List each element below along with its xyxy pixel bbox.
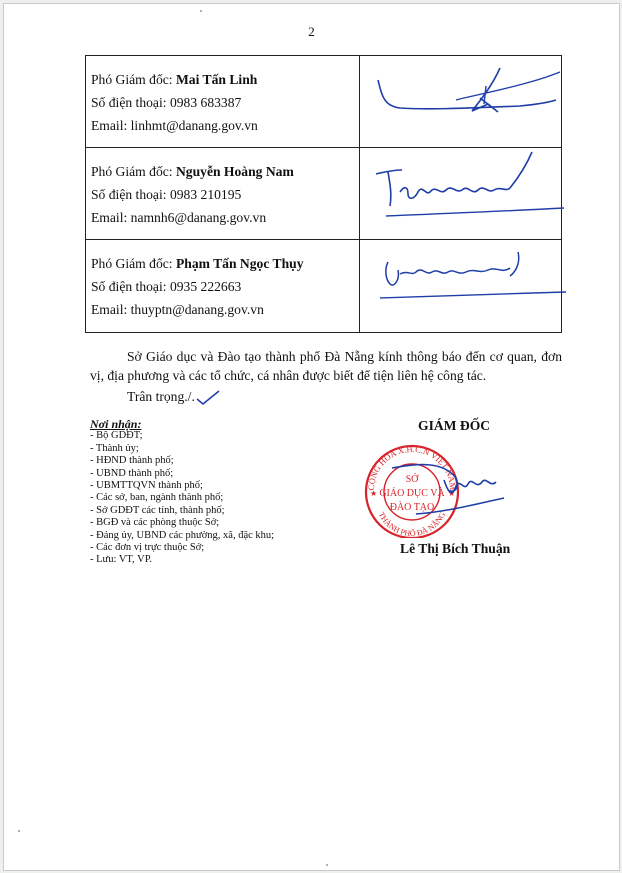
email-label: Email:: [91, 210, 128, 225]
recipients-list: [90, 418, 274, 567]
list-item: - Đảng ủy, UBND các phường, xã, đặc khu;: [90, 529, 275, 541]
scan-speck: [200, 10, 202, 12]
contact-email: linhmt@danang.gov.vn: [130, 118, 258, 133]
seal-center-line: ĐÀO TẠO: [389, 502, 435, 513]
list-item: - Các sở, ban, ngành thành phố;: [90, 492, 224, 504]
phone-label: Số điện thoại:: [91, 279, 167, 294]
closing-line: [127, 389, 221, 406]
phone-label: Số điện thoại:: [91, 95, 167, 110]
official-seal: [356, 438, 506, 538]
list-item: - BGĐ và các phòng thuộc Sở;: [90, 517, 220, 529]
contact-phone: 0935 222663: [169, 279, 242, 294]
contact-role: Phó Giám đốc:: [91, 164, 173, 179]
contact-row: [86, 56, 562, 148]
list-item: - Sở GDĐT các tỉnh, thành phố;: [90, 504, 225, 516]
document-page: [3, 3, 620, 871]
list-item: - UBND thành phố;: [90, 467, 174, 479]
list-item: - Thành ủy;: [90, 442, 139, 454]
email-label: Email:: [91, 302, 128, 317]
list-item: - Lưu: VT, VP.: [90, 554, 152, 566]
initial-checkmark: [195, 390, 221, 406]
contact-email: namnh6@danang.gov.vn: [130, 210, 267, 225]
seal-star-left: ★: [370, 489, 378, 498]
signature-cell: [360, 56, 562, 148]
handwritten-signature: [360, 56, 568, 148]
list-item: - HĐND thành phố;: [90, 455, 174, 467]
contact-info: [86, 56, 360, 148]
recipients-heading: Nơi nhận:: [90, 417, 142, 431]
contact-table: [85, 55, 562, 333]
contact-email: thuyptn@danang.gov.vn: [130, 302, 264, 317]
closing-text: Trân trọng./.: [127, 389, 195, 404]
seal-star-right: ★: [448, 489, 456, 498]
contact-role: Phó Giám đốc:: [91, 256, 173, 271]
list-item: - Bộ GDĐT;: [90, 430, 143, 442]
contact-phone: 0983 210195: [169, 187, 242, 202]
contact-role: Phó Giám đốc:: [91, 72, 173, 87]
phone-label: Số điện thoại:: [91, 187, 167, 202]
contact-info: [86, 148, 360, 240]
signer-name: Lê Thị Bích Thuận: [400, 541, 511, 556]
signature-cell: [360, 240, 562, 333]
page-number: 2: [308, 24, 315, 39]
seal-top-text: CỘNG HÒA X.H.C.N VIỆT NAM: [365, 443, 459, 491]
contact-info: [86, 240, 360, 333]
scan-speck: [18, 830, 20, 832]
contact-name: Nguyễn Hoàng Nam: [175, 164, 294, 179]
handwritten-signature: [360, 240, 568, 333]
contact-phone: 0983 683387: [169, 95, 242, 110]
director-title: GIÁM ĐỐC: [418, 418, 491, 433]
contact-row: [86, 148, 562, 240]
seal-center-line: SỞ: [405, 474, 419, 485]
seal-center-line: GIÁO DỤC VÀ: [379, 488, 445, 499]
list-item: - UBMTTQVN thành phố;: [90, 480, 203, 492]
notice-paragraph: Sở Giáo dục và Đào tạo thành phố Đà Nẵng kính thông báo đến cơ quan, đơn vị, địa phương và các tổ chức, cá nhân được biết để tiện liên hệ công tác.: [90, 349, 562, 383]
signature-cell: [360, 148, 562, 240]
handwritten-signature: [360, 148, 568, 240]
contact-name: Phạm Tấn Ngọc Thụy: [175, 256, 304, 271]
scan-speck: [326, 864, 328, 866]
seal-bottom-text: THÀNH PHỐ ĐÀ NẴNG: [376, 510, 448, 538]
contact-name: Mai Tấn Linh: [175, 72, 258, 87]
email-label: Email:: [91, 118, 128, 133]
list-item: - Các đơn vị trực thuộc Sở;: [90, 542, 205, 554]
contact-row: [86, 240, 562, 333]
